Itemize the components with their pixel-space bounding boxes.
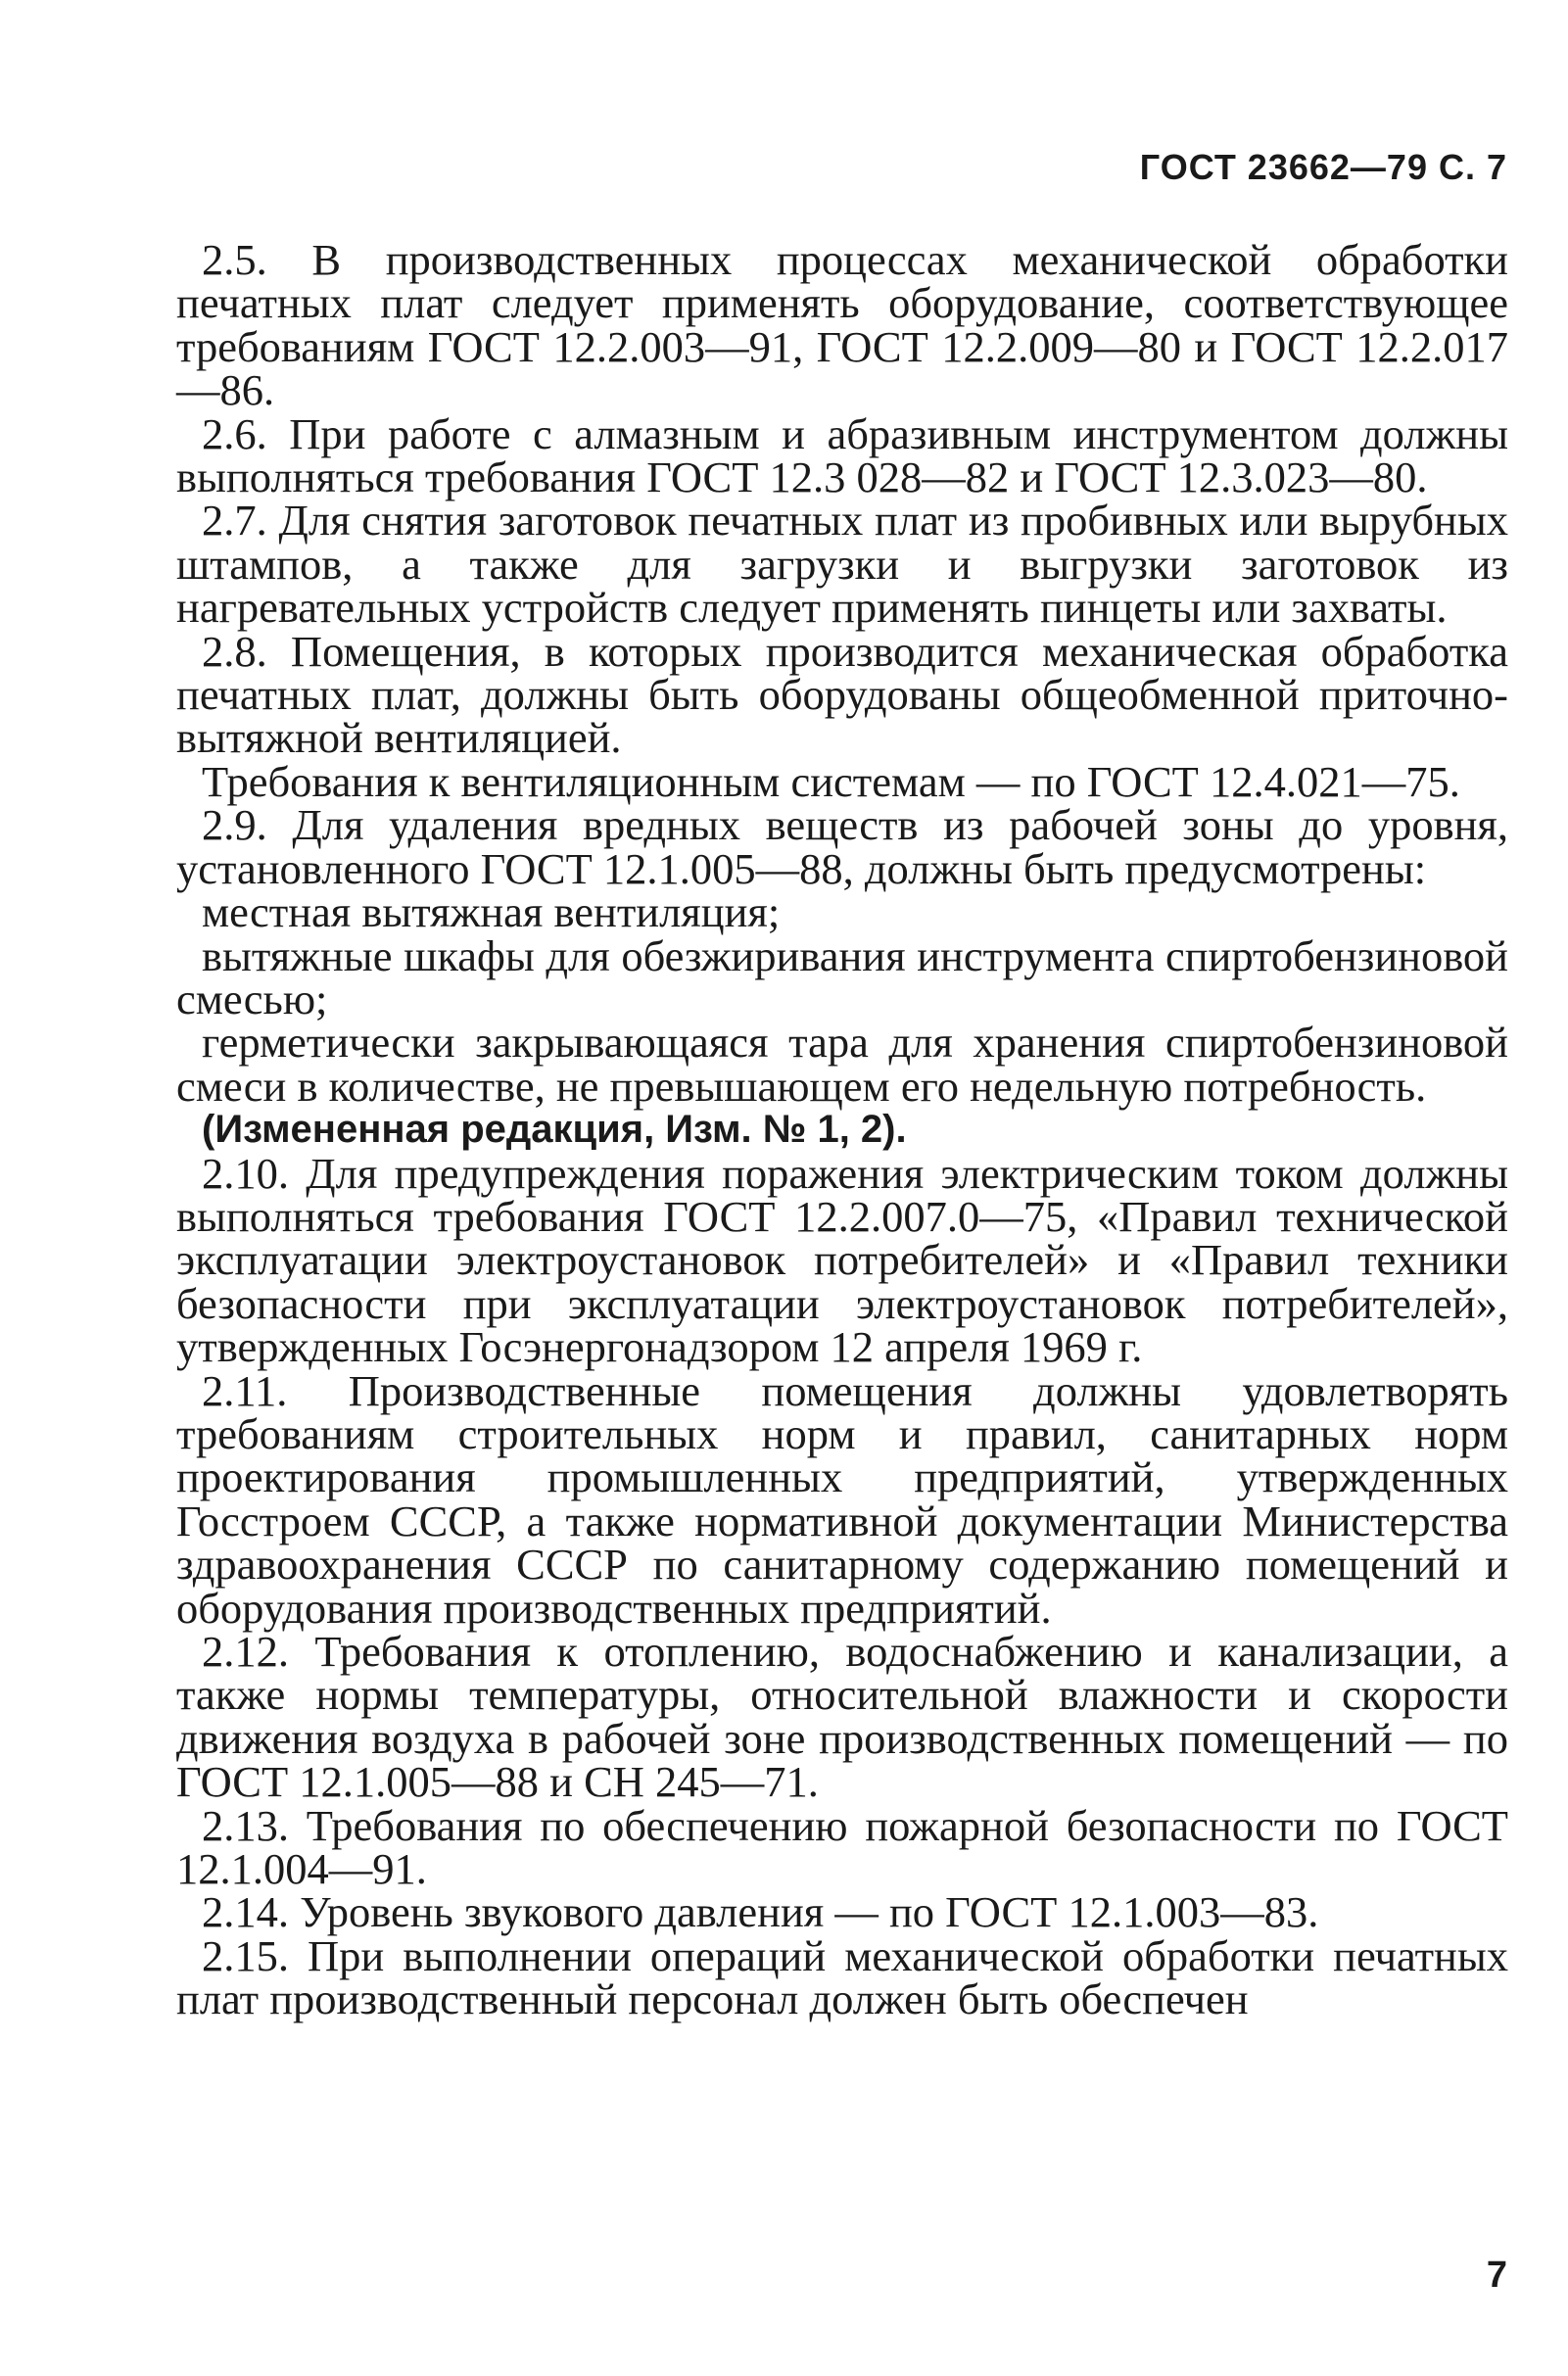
document-body xyxy=(176,235,1508,2024)
list-item-local-ventilation: местная вытяжная вентиляция; xyxy=(202,887,781,937)
page-number: 7 xyxy=(1486,2255,1507,2296)
paragraph-2-12: 2.12. Требования к отоплению, водоснабжению и канализации, а также нормы температуры, относительной влажности и скорости движения воздуха в рабочей зоне производственных помещений — по ГОСТ 12.1.005—88 и СН 245—71. xyxy=(176,1627,1508,1807)
paragraph-2-15: 2.15. При выполнении операций механической обработки печатных плат производственный персонал должен быть обеспечен xyxy=(176,1930,1508,2024)
paragraph-2-10: 2.10. Для предупреждения поражения электрическим током должны выполняться требования ГОСТ 12.2.007.0—75, «Правил технической эксплуатации электроустановок потребителей» и «Правил техники безопасности при эксплуатации электроустановок потребителей», утвержденных Госэнергонадзором 12 апреля 1969 г. xyxy=(176,1148,1508,1372)
paragraph-ventilation-requirements: Требования к вентиляционным системам — по ГОСТ 12.4.021—75. xyxy=(202,756,1460,806)
paragraph-2-9: 2.9. Для удаления вредных веществ из рабочей зоны до уровня, установленного ГОСТ 12.1.005—88, должны быть предусмотрены: xyxy=(176,800,1508,893)
list-item-exhaust-cabinets: вытяжные шкафы для обезжиривания инструмента спиртобензиновой смесью; xyxy=(176,930,1508,1023)
paragraph-2-14: 2.14. Уровень звукового давления — по ГОСТ 12.1.003—83. xyxy=(202,1887,1319,1937)
paragraph-2-6: 2.6. При работе с алмазным и абразивным инструментом должны выполняться требования ГОСТ 12.3 028—82 и ГОСТ 12.3.023—80. xyxy=(176,408,1508,502)
page-header: ГОСТ 23662—79 С. 7 xyxy=(1139,147,1507,187)
paragraph-2-8: 2.8. Помещения, в которых производится механическая обработка печатных плат, должны быть оборудованы общеобменной приточно-вытяжной вентиляцией. xyxy=(176,626,1508,763)
amendment-note: (Измененная редакция, Изм. № 1, 2). xyxy=(202,1108,907,1152)
paragraph-2-7: 2.7. Для снятия заготовок печатных плат из пробивных или вырубных штампов, а также для загрузки и выгрузки заготовок из нагревательных устройств следует применять пинцеты или захваты. xyxy=(176,496,1508,633)
paragraph-2-11: 2.11. Производственные помещения должны удовлетворять требованиям строительных норм и правил, санитарных норм проектирования промышленных предприятий, утвержденных Госстроем СССР, а также нормативной документации Министерства здравоохранения СССР по санитарному содержанию помещений и оборудования производственных предприятий. xyxy=(176,1365,1508,1633)
paragraph-2-5: 2.5. В производственных процессах механической обработки печатных плат следует применять оборудование, соответствующее требованиям ГОСТ 12.2.003—91, ГОСТ 12.2.009—80 и ГОСТ 12.2.017—86. xyxy=(176,235,1508,415)
list-item-sealed-containers: герметически закрывающаяся тара для хранения спиртобензиновой смеси в количестве, не превышающем его недельную потребность. xyxy=(176,1018,1508,1111)
paragraph-2-13: 2.13. Требования по обеспечению пожарной безопасности по ГОСТ 12.1.004—91. xyxy=(176,1800,1508,1894)
